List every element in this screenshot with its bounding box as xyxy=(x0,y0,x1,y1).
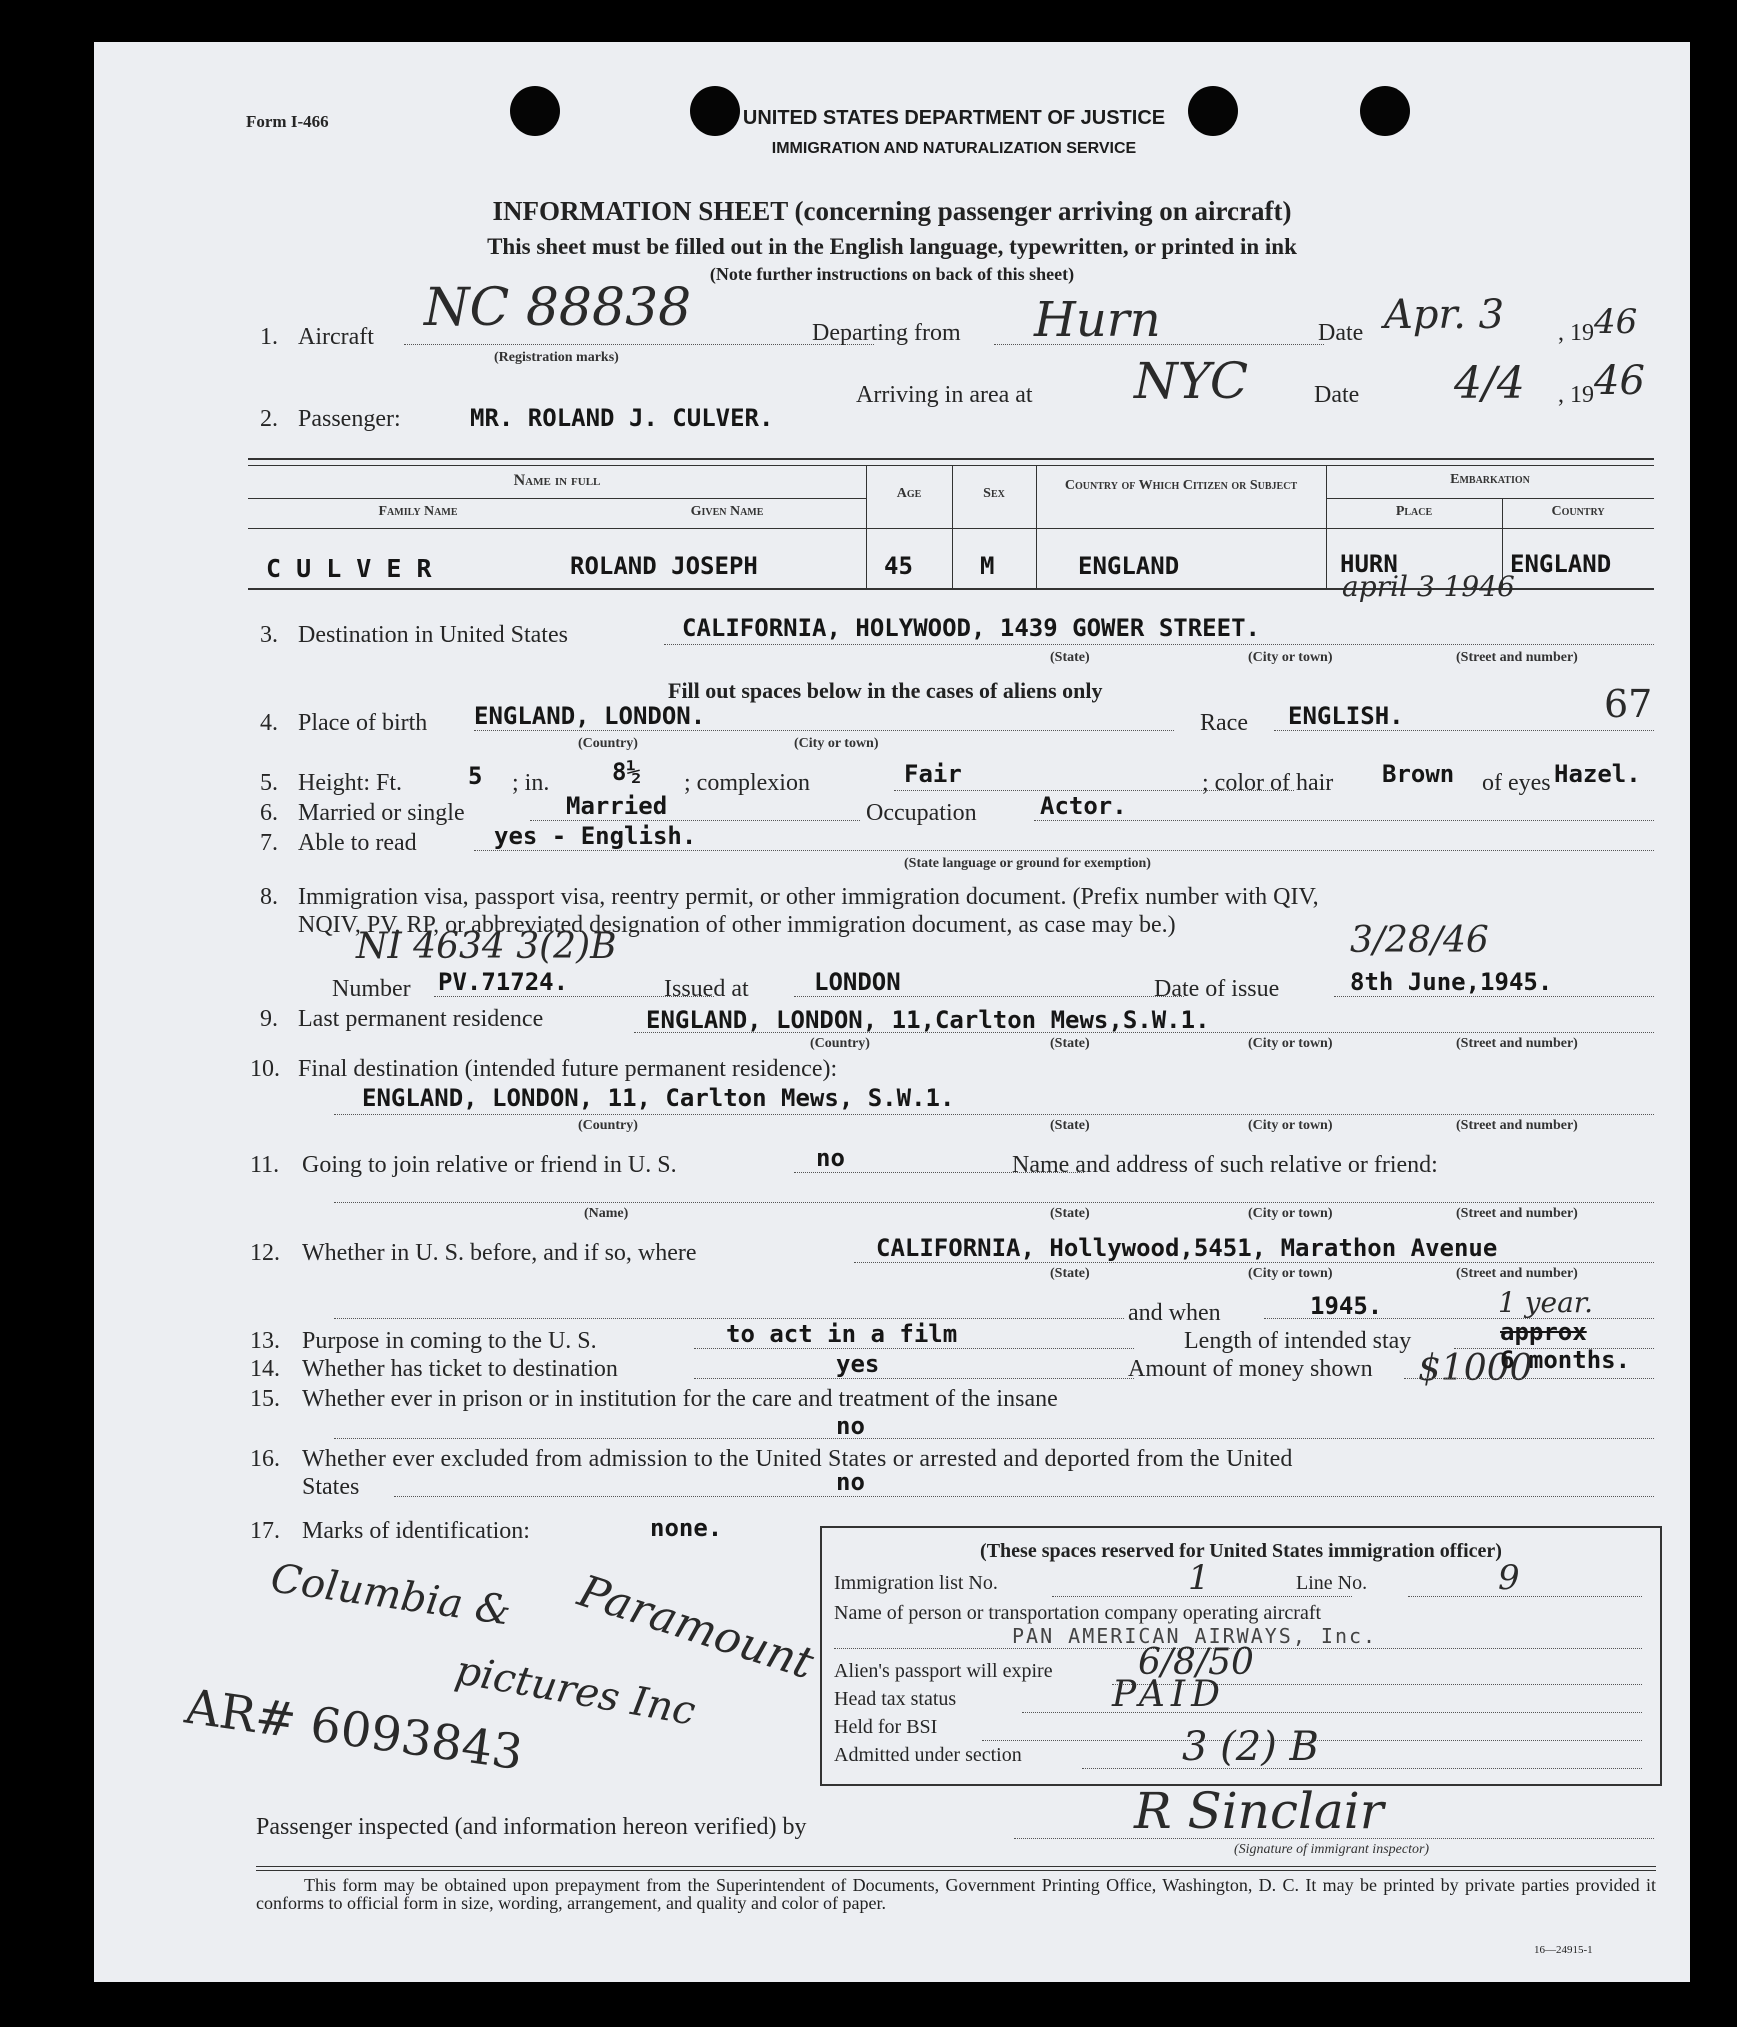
print-code: 16—24915-1 xyxy=(1534,1944,1593,1956)
punch-hole xyxy=(510,86,560,136)
q14-label: Whether has ticket to destination xyxy=(302,1356,618,1382)
arriving-value: NYC xyxy=(1134,352,1249,410)
eyes-label: of eyes xyxy=(1482,770,1551,796)
q4-value: ENGLAND, LONDON. xyxy=(474,702,706,730)
agency-dept: UNITED STATES DEPARTMENT OF JUSTICE xyxy=(742,107,1166,129)
q8-line2: NQIV, PV, RP, or abbreviated designation of other immigration document, as case may be.) xyxy=(298,912,1176,938)
line-no-value: 9 xyxy=(1498,1558,1520,1598)
officer-box-heading: (These spaces reserved for United States immigration officer) xyxy=(980,1540,1502,1562)
when-label: and when xyxy=(1128,1300,1221,1326)
th-country: Country xyxy=(1551,504,1605,519)
q10-number: 10. xyxy=(250,1056,280,1082)
q6-number: 6. xyxy=(260,800,278,826)
td-place: HURN xyxy=(1340,550,1398,578)
th-embarkation: Embarkation xyxy=(1450,472,1530,487)
cap-street: (Street and number) xyxy=(1456,1206,1578,1221)
td-given-name: ROLAND JOSEPH xyxy=(570,552,758,580)
race-value: ENGLISH. xyxy=(1288,702,1404,730)
q12-number: 12. xyxy=(250,1240,280,1266)
stay-struck: approx xyxy=(1500,1318,1587,1346)
q16-label-cont: States xyxy=(302,1474,360,1500)
punch-hole xyxy=(1360,86,1410,136)
q6-value: Married xyxy=(566,792,668,820)
when-handwritten: 1 year. xyxy=(1498,1286,1594,1319)
th-sex: Sex xyxy=(983,486,1005,501)
agency-service: IMMIGRATION AND NATURALIZATION SERVICE xyxy=(771,140,1137,157)
th-given-name: Given Name xyxy=(690,504,764,519)
q2-number: 2. xyxy=(260,406,278,432)
q17-value: none. xyxy=(650,1514,723,1542)
q6-label: Married or single xyxy=(298,800,465,826)
page-subtitle: This sheet must be filled out in the English language, typewritten, or printed in ink xyxy=(487,234,1297,259)
money-label: Amount of money shown xyxy=(1128,1356,1373,1382)
q1-number: 1. xyxy=(260,324,278,350)
q1-year-prefix: , 19 xyxy=(1558,320,1594,346)
doi-label: Date of issue xyxy=(1154,976,1280,1002)
stay-value: 6 months. xyxy=(1500,1346,1631,1374)
issued-value: LONDON xyxy=(814,968,901,996)
eyes-value: Hazel. xyxy=(1554,760,1641,788)
issued-label: Issued at xyxy=(664,976,749,1002)
td-sex: M xyxy=(980,552,995,580)
cap-state: (State) xyxy=(1050,1118,1090,1133)
aircraft-value: NC 88838 xyxy=(424,278,692,338)
stay-label: Length of intended stay xyxy=(1184,1328,1412,1354)
punch-hole xyxy=(1188,86,1238,136)
bsi-label: Held for BSI xyxy=(834,1716,938,1738)
race-label: Race xyxy=(1200,710,1248,736)
q16-value: no xyxy=(836,1468,865,1496)
tax-value: PAID xyxy=(1112,1674,1226,1715)
q2-year-prefix: , 19 xyxy=(1558,382,1594,408)
td-country: ENGLAND xyxy=(1510,550,1612,578)
q13-label: Purpose in coming to the U. S. xyxy=(302,1328,597,1354)
q17-label: Marks of identification: xyxy=(302,1518,530,1544)
cap-street: (Street and number) xyxy=(1456,1036,1578,1051)
q17-number: 17. xyxy=(250,1518,280,1544)
form-number: Form I-466 xyxy=(246,112,329,131)
td-age: 45 xyxy=(884,552,913,580)
q4-label: Place of birth xyxy=(298,710,428,736)
list-no-value: 1 xyxy=(1188,1558,1210,1598)
cap-language: (State language or ground for exemption) xyxy=(904,856,1151,871)
cap-name: (Name) xyxy=(584,1206,629,1221)
q13-number: 13. xyxy=(250,1328,280,1354)
height-label: Height: Ft. xyxy=(298,770,403,796)
cap-state: (State) xyxy=(1050,650,1090,665)
q8-line1: Immigration visa, passport visa, reentry permit, or other immigration document. (Prefix number with QIV, xyxy=(298,884,1319,910)
q1-date-value: Apr. 3 xyxy=(1384,292,1505,338)
q1-date-label: Date xyxy=(1318,320,1364,346)
complexion-value: Fair xyxy=(904,760,962,788)
cap-city: (City or town) xyxy=(1248,1266,1333,1281)
q1-year-value: 46 xyxy=(1594,302,1638,342)
q16-number: 16. xyxy=(250,1446,280,1472)
q2-year-value: 46 xyxy=(1594,358,1645,404)
cap-state: (State) xyxy=(1050,1036,1090,1051)
occupation-value: Actor. xyxy=(1040,792,1127,820)
tax-label: Head tax status xyxy=(834,1688,957,1710)
height-in-label: ; in. xyxy=(512,770,550,796)
q3-number: 3. xyxy=(260,622,278,648)
th-age: Age xyxy=(896,486,922,501)
height-ft: 5 xyxy=(468,762,483,790)
q10-label: Final destination (intended future permanent residence): xyxy=(298,1056,838,1082)
reg-caption: (Registration marks) xyxy=(494,350,619,365)
cap-state: (State) xyxy=(1050,1206,1090,1221)
height-in: 8½ xyxy=(612,758,641,786)
q15-value: no xyxy=(836,1412,865,1440)
cap-country: (Country) xyxy=(578,1118,638,1133)
cap-street: (Street and number) xyxy=(1456,1266,1578,1281)
aliens-note: Fill out spaces below in the cases of aliens only xyxy=(668,678,1103,703)
q15-number: 15. xyxy=(250,1386,280,1412)
q9-label: Last permanent residence xyxy=(298,1006,544,1032)
q3-label: Destination in United States xyxy=(298,622,568,648)
q12-label: Whether in U. S. before, and if so, where xyxy=(302,1240,697,1266)
race-number: 67 xyxy=(1604,682,1653,726)
expire-label: Alien's passport will expire xyxy=(834,1660,1053,1682)
section-value: 3 (2) B xyxy=(1182,1724,1319,1770)
q11-value: no xyxy=(816,1144,845,1172)
inspected-label: Passenger inspected (and information hereon verified) by xyxy=(256,1814,807,1840)
occupation-label: Occupation xyxy=(866,800,977,826)
cap-city: (City or town) xyxy=(1248,1118,1333,1133)
q11-label: Going to join relative or friend in U. S. xyxy=(302,1152,677,1178)
money-value: $1000 xyxy=(1418,1348,1533,1389)
footer-text: This form may be obtained upon prepayment from the Superintendent of Documents, Government Printing Office, Washington, D. C. It may be printed by private parties provided it conforms to official form in size, wording, arrangement, and quality and color of paper. xyxy=(256,1875,1656,1913)
q12-value: CALIFORNIA, Hollywood,5451, Marathon Avenue xyxy=(876,1234,1498,1262)
when-value: 1945. xyxy=(1310,1292,1383,1320)
operator-value: PAN AMERICAN AIRWAYS, Inc. xyxy=(1012,1624,1378,1648)
cap-city: (City or town) xyxy=(1248,1206,1333,1221)
hair-value: Brown xyxy=(1382,760,1455,788)
passenger-label: Passenger: xyxy=(298,406,401,432)
q11-name-label: Name and address of such relative or friend: xyxy=(1012,1152,1438,1178)
hair-label: ; color of hair xyxy=(1202,770,1334,796)
q5-number: 5. xyxy=(260,770,278,796)
q13-value: to act in a film xyxy=(726,1320,958,1348)
th-name-in-full: Name in full xyxy=(513,472,601,489)
handwritten-company-1: Columbia & xyxy=(267,1555,514,1635)
doc-number-label: Number xyxy=(332,976,411,1002)
complexion-label: ; complexion xyxy=(684,770,810,796)
doc-number-value: PV.71724. xyxy=(438,968,569,996)
th-family-name: Family Name xyxy=(378,504,458,519)
arriving-label: Arriving in area at xyxy=(856,382,1033,408)
q7-label: Able to read xyxy=(298,830,417,856)
handwritten-company-3: pictures Inc xyxy=(451,1647,699,1735)
q16-label: Whether ever excluded from admission to the United States or arrested and deported from the United xyxy=(302,1446,1293,1472)
inspector-signature: R Sinclair xyxy=(1134,1782,1384,1840)
list-no-label: Immigration list No. xyxy=(834,1572,998,1594)
cap-city: (City or town) xyxy=(794,736,879,751)
section-label: Admitted under section xyxy=(834,1744,1022,1766)
q2-date-value: 4/4 xyxy=(1454,358,1525,409)
th-country-citizen: Country of Which Citizen or Subject xyxy=(1064,478,1298,493)
departing-label: Departing from xyxy=(812,320,961,346)
cap-city: (City or town) xyxy=(1248,650,1333,665)
td-handwritten-date: april 3 1946 xyxy=(1342,570,1515,603)
doi-value: 8th June,1945. xyxy=(1350,968,1553,996)
th-place: Place xyxy=(1395,504,1433,519)
q15-label: Whether ever in prison or in institution for the care and treatment of the insane xyxy=(302,1386,1058,1412)
q10-value: ENGLAND, LONDON, 11, Carlton Mews, S.W.1. xyxy=(362,1084,955,1112)
signature-caption: (Signature of immigrant inspector) xyxy=(1234,1842,1430,1857)
cap-state: (State) xyxy=(1050,1266,1090,1281)
q9-value: ENGLAND, LONDON, 11,Carlton Mews,S.W.1. xyxy=(646,1006,1210,1034)
cap-street: (Street and number) xyxy=(1456,650,1578,665)
q8-handwritten-date: 3/28/46 xyxy=(1350,920,1489,961)
q11-number: 11. xyxy=(250,1152,280,1178)
td-family-name: C U L V E R xyxy=(266,554,432,583)
q9-number: 9. xyxy=(260,1006,278,1032)
q14-number: 14. xyxy=(250,1356,280,1382)
cap-street: (Street and number) xyxy=(1456,1118,1578,1133)
instruction-note: (Note further instructions on back of this sheet) xyxy=(709,264,1075,284)
cap-country: (Country) xyxy=(810,1036,870,1051)
cap-country: (Country) xyxy=(578,736,638,751)
q8-handwritten-doc: NI 4634 3(2)B xyxy=(356,926,617,967)
passenger-value: MR. ROLAND J. CULVER. xyxy=(470,404,774,432)
punch-hole xyxy=(690,86,740,136)
aircraft-label: Aircraft xyxy=(298,324,374,350)
line-no-label: Line No. xyxy=(1296,1572,1368,1594)
q14-value: yes xyxy=(836,1350,880,1378)
officer-box xyxy=(820,1526,1662,1786)
handwritten-company-2: Paramount xyxy=(572,1565,820,1690)
q3-value: CALIFORNIA, HOLYWOOD, 1439 GOWER STREET. xyxy=(682,614,1260,642)
handwritten-ar-number: AR# 6093843 xyxy=(181,1678,527,1782)
q7-number: 7. xyxy=(260,830,278,856)
q8-number: 8. xyxy=(260,884,278,910)
form-sheet xyxy=(94,42,1690,1982)
q4-number: 4. xyxy=(260,710,278,736)
cap-city: (City or town) xyxy=(1248,1036,1333,1051)
page-title: INFORMATION SHEET (concerning passenger arriving on aircraft) xyxy=(492,196,1292,226)
departing-value: Hurn xyxy=(1034,292,1161,348)
q2-date-label: Date xyxy=(1314,382,1360,408)
expire-value: 6/8/50 xyxy=(1138,1642,1254,1683)
td-citizen: ENGLAND xyxy=(1078,552,1180,580)
operator-label: Name of person or transportation company operating aircraft xyxy=(834,1602,1322,1624)
q7-value: yes - English. xyxy=(494,822,697,850)
